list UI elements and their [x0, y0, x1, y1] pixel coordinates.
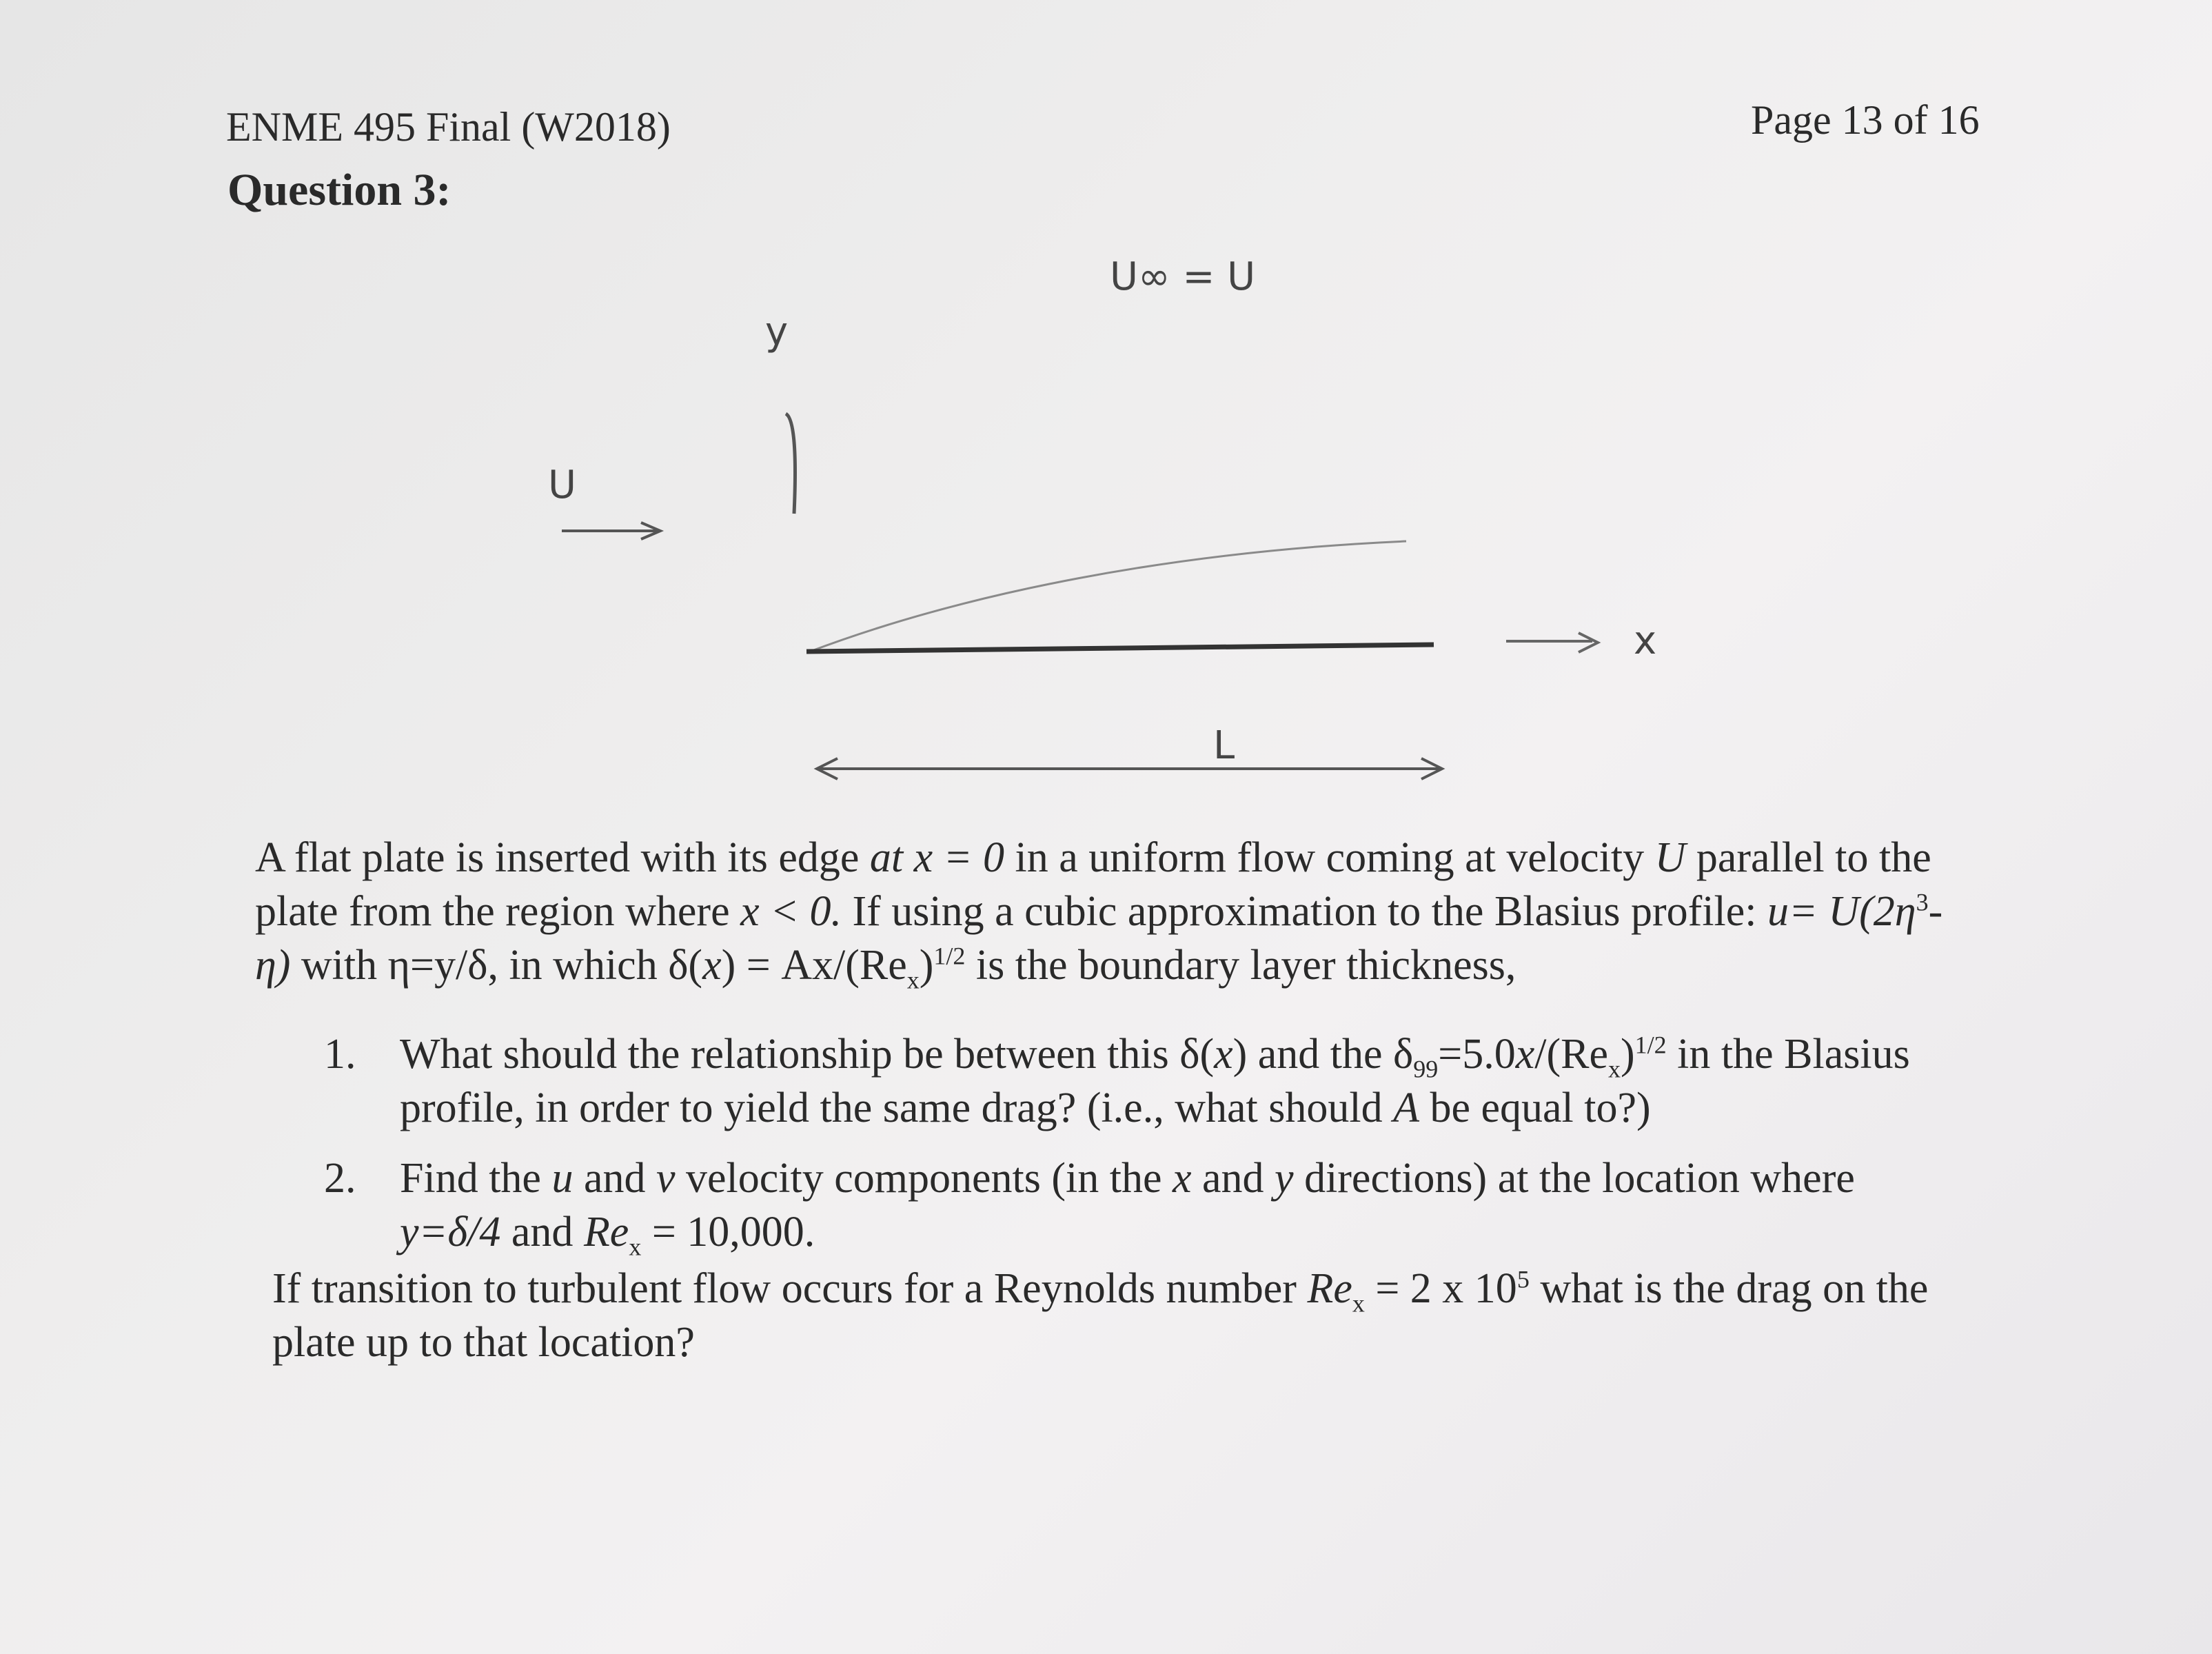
intro-text: x: [906, 966, 920, 994]
item-text: Find the: [400, 1155, 552, 1202]
boundary-layer-curve: [810, 541, 1406, 652]
page-number: Page 13 of 16: [1751, 97, 1980, 143]
problem-intro: [255, 831, 1978, 992]
item-text: x: [629, 1233, 642, 1261]
intro-text: ): [919, 942, 934, 989]
closing-text: x: [1352, 1289, 1365, 1318]
intro-text: 1/2: [933, 942, 966, 970]
intro-text: u= U(2η: [1767, 888, 1916, 935]
item-text: x: [1608, 1055, 1621, 1083]
intro-text: in a uniform flow coming at velocity: [1004, 834, 1655, 881]
item-text: /(Re: [1534, 1031, 1608, 1078]
intro-text: is the boundary layer thickness,: [965, 942, 1516, 989]
flat-plate: [806, 645, 1434, 652]
inflow-label: U: [548, 463, 576, 507]
item-text: be equal to?): [1419, 1085, 1651, 1131]
item-text: ): [1621, 1031, 1635, 1078]
item-text: v: [656, 1155, 676, 1202]
y-axis-line: [786, 414, 795, 514]
item-text: and: [573, 1155, 656, 1202]
intro-text: at x = 0: [869, 834, 1005, 881]
list-number: 2.: [324, 1155, 356, 1202]
free-stream-label: U∞ = U: [1110, 254, 1256, 299]
item-text: velocity components (in the: [675, 1155, 1173, 1202]
intro-text: 3: [1916, 888, 1929, 916]
item-text: y: [1275, 1155, 1294, 1202]
item-text: 1/2: [1634, 1031, 1667, 1059]
inflow-arrow: [562, 523, 660, 539]
item-text: x: [1515, 1031, 1535, 1078]
closing-text: 5: [1516, 1265, 1530, 1293]
intro-text: - η): [255, 888, 1943, 989]
list-item-text: [400, 1027, 1965, 1135]
intro-text: If using a cubic approximation to the Blasius profile:: [841, 888, 1768, 935]
item-text: What should the relationship be between this δ(: [400, 1031, 1215, 1078]
intro-text: U: [1654, 834, 1686, 881]
closing-question: [272, 1262, 1982, 1369]
item-text: = 10,000.: [641, 1209, 815, 1255]
item-text: Re: [583, 1209, 629, 1255]
list-item: [324, 1151, 1965, 1259]
question-title: Question 3:: [227, 165, 451, 215]
y-axis-label: y: [765, 310, 789, 354]
item-text: A: [1393, 1085, 1419, 1131]
list-item-text: [400, 1151, 1965, 1259]
course-header: ENME 495 Final (W2018): [226, 104, 671, 150]
item-text: in the Blasius profile, in order to yield the same drag? (i.e., what should: [400, 1031, 1910, 1131]
intro-text: A flat plate is inserted with its edge: [255, 834, 870, 881]
length-dimension-arrow: [817, 758, 1442, 779]
item-text: =5.0: [1438, 1031, 1516, 1078]
list-number: 1.: [324, 1031, 356, 1078]
length-label: L: [1213, 723, 1235, 768]
item-text: and: [500, 1209, 584, 1255]
item-text: x: [1172, 1155, 1192, 1202]
closing-text: If transition to turbulent flow occurs for a Reynolds number: [272, 1265, 1308, 1312]
item-text: x: [1214, 1031, 1233, 1078]
item-text: y=δ/4: [400, 1209, 501, 1255]
closing-text: Re: [1307, 1265, 1352, 1312]
list-item: [324, 1027, 1965, 1135]
intro-text: with η=y/δ, in which δ(: [290, 942, 703, 989]
item-text: and: [1191, 1155, 1275, 1202]
intro-text: x: [702, 942, 722, 989]
x-axis-label: x: [1634, 618, 1657, 663]
intro-text: parallel to the plate from the region where: [255, 834, 1931, 935]
intro-text: ) = Ax/(Re: [721, 942, 907, 989]
x-axis-arrow: [1506, 633, 1598, 652]
item-text: 99: [1413, 1055, 1439, 1083]
item-text: u: [551, 1155, 574, 1202]
item-text: ) and the δ: [1232, 1031, 1414, 1078]
closing-text: what is the drag on the plate up to that location?: [272, 1265, 1929, 1366]
intro-text: x < 0.: [740, 888, 842, 935]
item-text: directions) at the location where: [1293, 1155, 1855, 1202]
closing-text: = 2 x 10: [1364, 1265, 1517, 1312]
sub-question-list: [324, 1027, 1965, 1275]
